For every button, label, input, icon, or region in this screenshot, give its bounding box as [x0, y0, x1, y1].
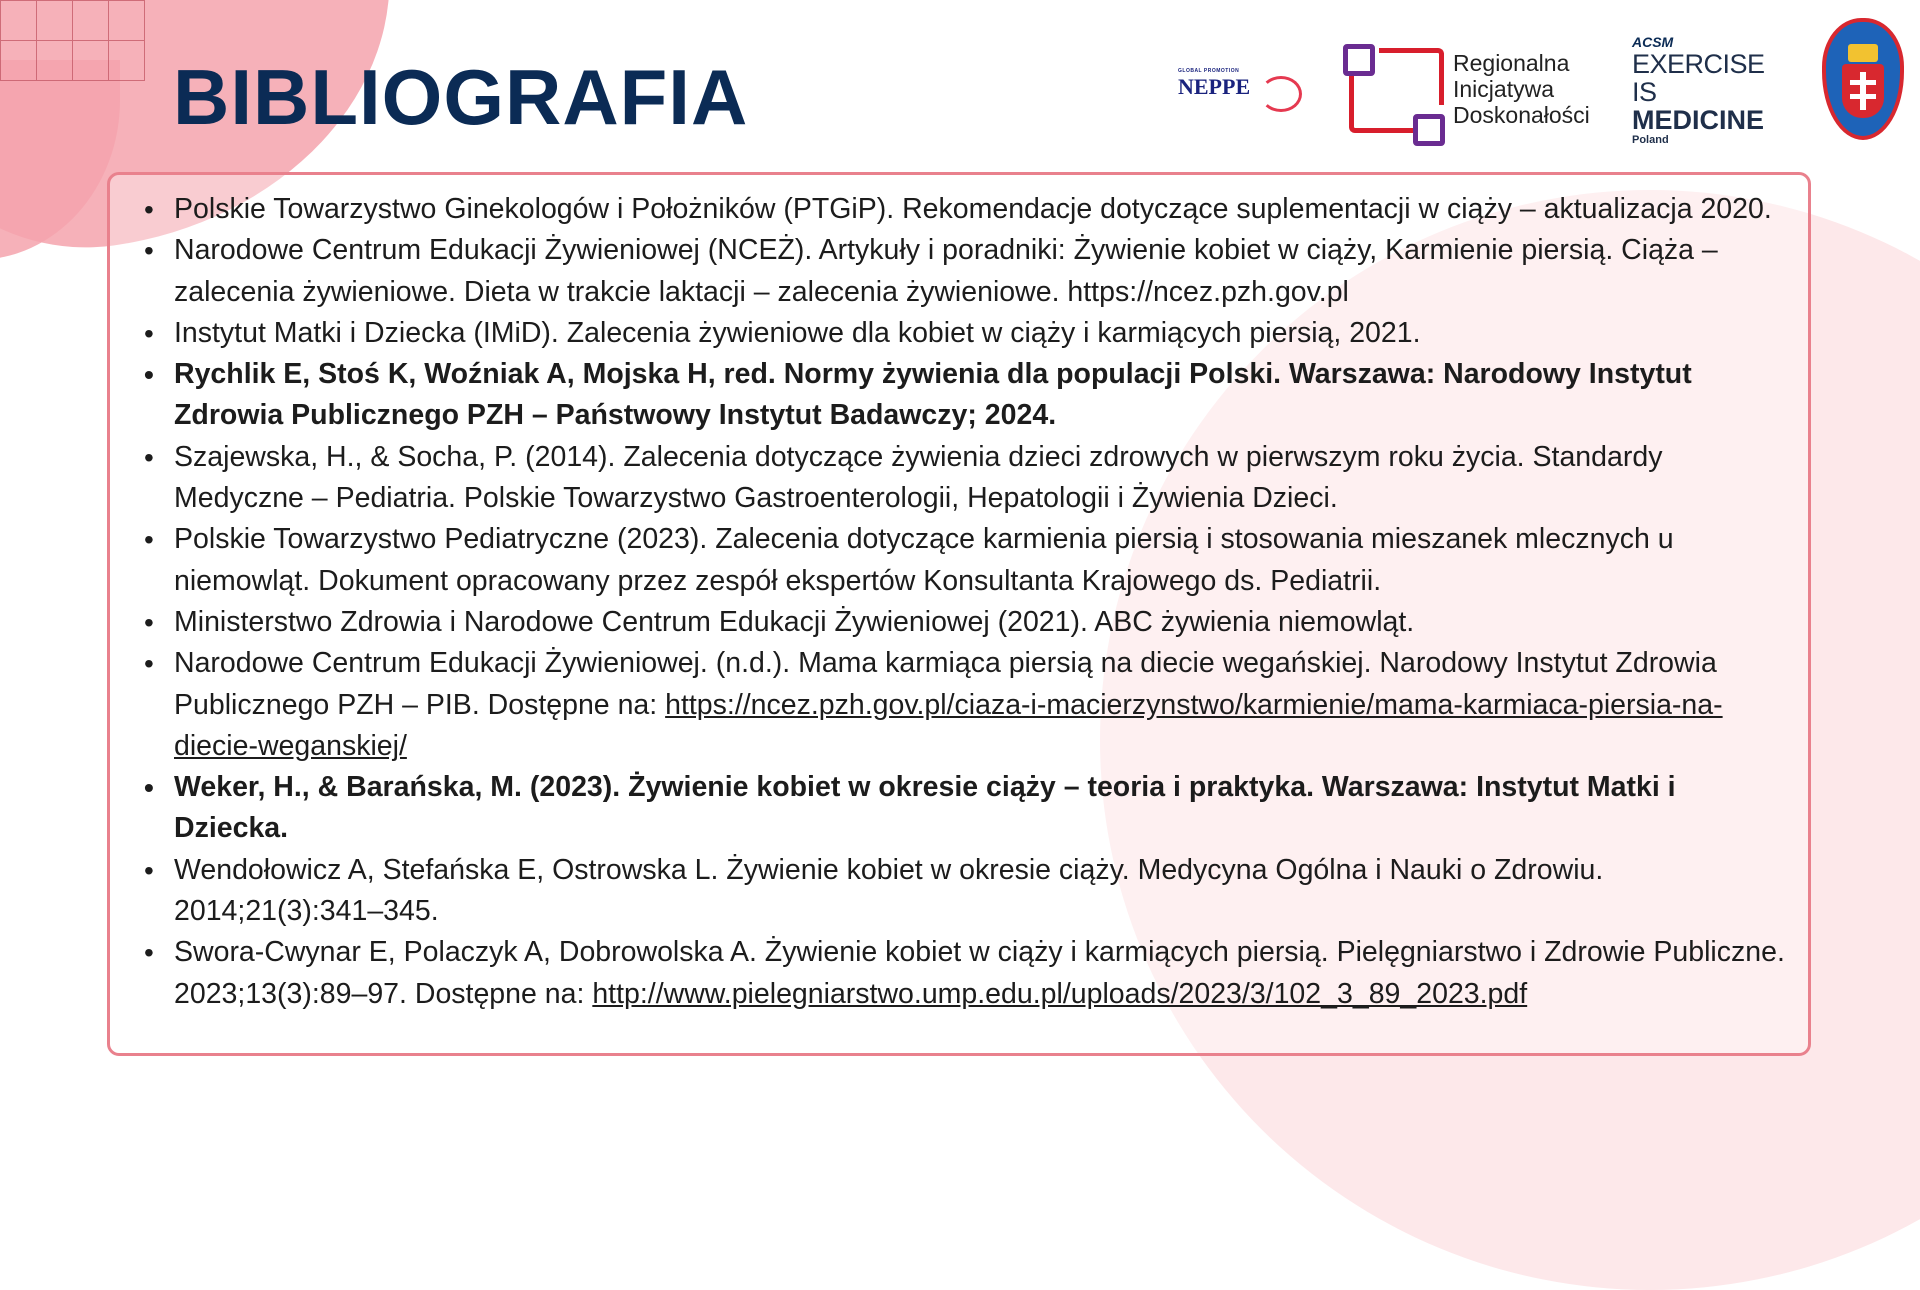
reference-text: Wendołowicz A, Stefańska E, Ostrowska L. Żywienie kobiet w okresie ciąży. Medycyna Ogólna i Nauki o Zdrowiu. 2014;21(3):341–345. [174, 853, 1604, 928]
bullet-icon: • [144, 359, 154, 391]
bibliography-box [107, 172, 1811, 1056]
rid-square-icon [1343, 44, 1375, 76]
eim-line1: EXERCISE IS [1632, 49, 1765, 107]
neppe-logo-text: NEPPE [1178, 74, 1251, 99]
shield-icon [1842, 64, 1884, 118]
bullet-icon: • [144, 648, 154, 680]
rid-logo-text [1453, 50, 1590, 128]
reference-text: Narodowe Centrum Edukacji Żywieniowej. (n.d.). Mama karmiąca piersią na diecie wegańskiej. Narodowy Instytut Zdrowia Publicznego PZH – PIB. Dostępne na: [174, 647, 1717, 721]
decorative-grid [0, 0, 145, 81]
neppe-swirl-icon [1260, 76, 1302, 112]
reference-link[interactable]: https://ncez.pzh.gov.pl/ciaza-i-macierzynstwo/karmienie/mama-karmiaca-piersia-na-diecie-weganskiej/ [174, 688, 1723, 762]
exercise-is-medicine-logo [1632, 34, 1792, 146]
reference-item [144, 230, 1788, 313]
bullet-icon: • [144, 524, 154, 556]
reference-text: Rychlik E, Stoś K, Woźniak A, Mojska H, red. Normy żywienia dla populacji Polski. Warszawa: Narodowy Instytut Zdrowia Publicznego PZH – Państwowy Instytut Badawczy; 2024. [174, 358, 1692, 432]
page-title: BIBLIOGRAFIA [173, 53, 749, 141]
cross-icon [1850, 80, 1876, 85]
neppe-logo-tagline: GLOBAL PROMOTION [1178, 68, 1240, 74]
reference-item [144, 437, 1788, 520]
eim-line2: MEDICINE [1632, 105, 1765, 135]
reference-item [144, 189, 1788, 230]
reference-list [110, 175, 1808, 1015]
bullet-icon: • [144, 854, 154, 886]
cross-icon [1850, 94, 1876, 99]
reference-item [144, 519, 1788, 602]
bullet-icon: • [144, 606, 154, 638]
cross-icon [1860, 72, 1866, 110]
logo-bar [1170, 18, 1910, 158]
university-crest-logo [1822, 18, 1904, 140]
reference-text: Polskie Towarzystwo Ginekologów i Położników (PTGiP). Rekomendacje dotyczące suplementacji w ciąży – aktualizacja 2020. [174, 193, 1772, 225]
rid-logo [1335, 36, 1593, 148]
rid-shape-icon [1379, 48, 1444, 105]
rid-line: Doskonałości [1453, 102, 1590, 128]
bullet-icon: • [144, 194, 154, 225]
reference-link[interactable]: http://www.pielegniarstwo.ump.edu.pl/uploads/2023/3/102_3_89_2023.pdf [592, 977, 1528, 1010]
bullet-icon: • [144, 441, 154, 473]
bullet-icon: • [144, 235, 154, 267]
reference-item [144, 313, 1788, 354]
reference-text: Narodowe Centrum Edukacji Żywieniowej (NCEŻ). Artykuły i poradniki: Żywienie kobiet w ciąży, Karmienie piersią. Ciąża – zalecenia żywieniowe. Dieta w trakcie laktacji – zalecenia żywieniowe. https://ncez.pzh.gov.pl [174, 234, 1718, 308]
bullet-icon: • [144, 937, 154, 969]
reference-item [144, 932, 1788, 1015]
reference-text: Szajewska, H., & Socha, P. (2014). Zalecenia dotyczące żywienia dzieci zdrowych w pierwszym roku życia. Standardy Medyczne – Pediatria. Polskie Towarzystwo Gastroenterologii, Hepatologii i Żywienia Dzieci. [174, 440, 1663, 515]
reference-text: Instytut Matki i Dziecka (IMiD). Zalecenia żywieniowe dla kobiet w ciąży i karmiących piersią, 2021. [174, 316, 1421, 349]
bullet-icon: • [144, 317, 154, 349]
crown-icon [1848, 44, 1878, 62]
rid-line: Regionalna [1453, 50, 1570, 76]
reference-item [144, 354, 1788, 437]
neppe-logo [1178, 68, 1298, 118]
reference-item [144, 850, 1788, 933]
reference-item [144, 602, 1788, 643]
rid-square-icon [1413, 114, 1445, 146]
rid-line: Inicjatywa [1453, 76, 1554, 102]
reference-item [144, 643, 1788, 767]
reference-text: Weker, H., & Barańska, M. (2023). Żywienie kobiet w okresie ciąży – teoria i praktyka. Warszawa: Instytut Matki i Dziecka. [174, 771, 1676, 845]
eim-line3: Poland [1632, 134, 1669, 146]
eim-acsm: ACSM [1632, 34, 1674, 50]
reference-item [144, 767, 1788, 850]
reference-text: Ministerstwo Zdrowia i Narodowe Centrum Edukacji Żywieniowej (2021). ABC żywienia niemowląt. [174, 605, 1415, 638]
reference-text: Polskie Towarzystwo Pediatryczne (2023). Zalecenia dotyczące karmienia piersią i stosowania mieszanek mlecznych u niemowląt. Dokument opracowany przez zespół ekspertów Konsultanta Krajowego ds. Pediatrii. [174, 523, 1674, 597]
reference-text: Swora-Cwynar E, Polaczyk A, Dobrowolska A. Żywienie kobiet w ciąży i karmiących piersią. Pielęgniarstwo i Zdrowie Publiczne. 2023;13(3):89–97. Dostępne na: [174, 936, 1785, 1010]
bullet-icon: • [144, 772, 154, 804]
